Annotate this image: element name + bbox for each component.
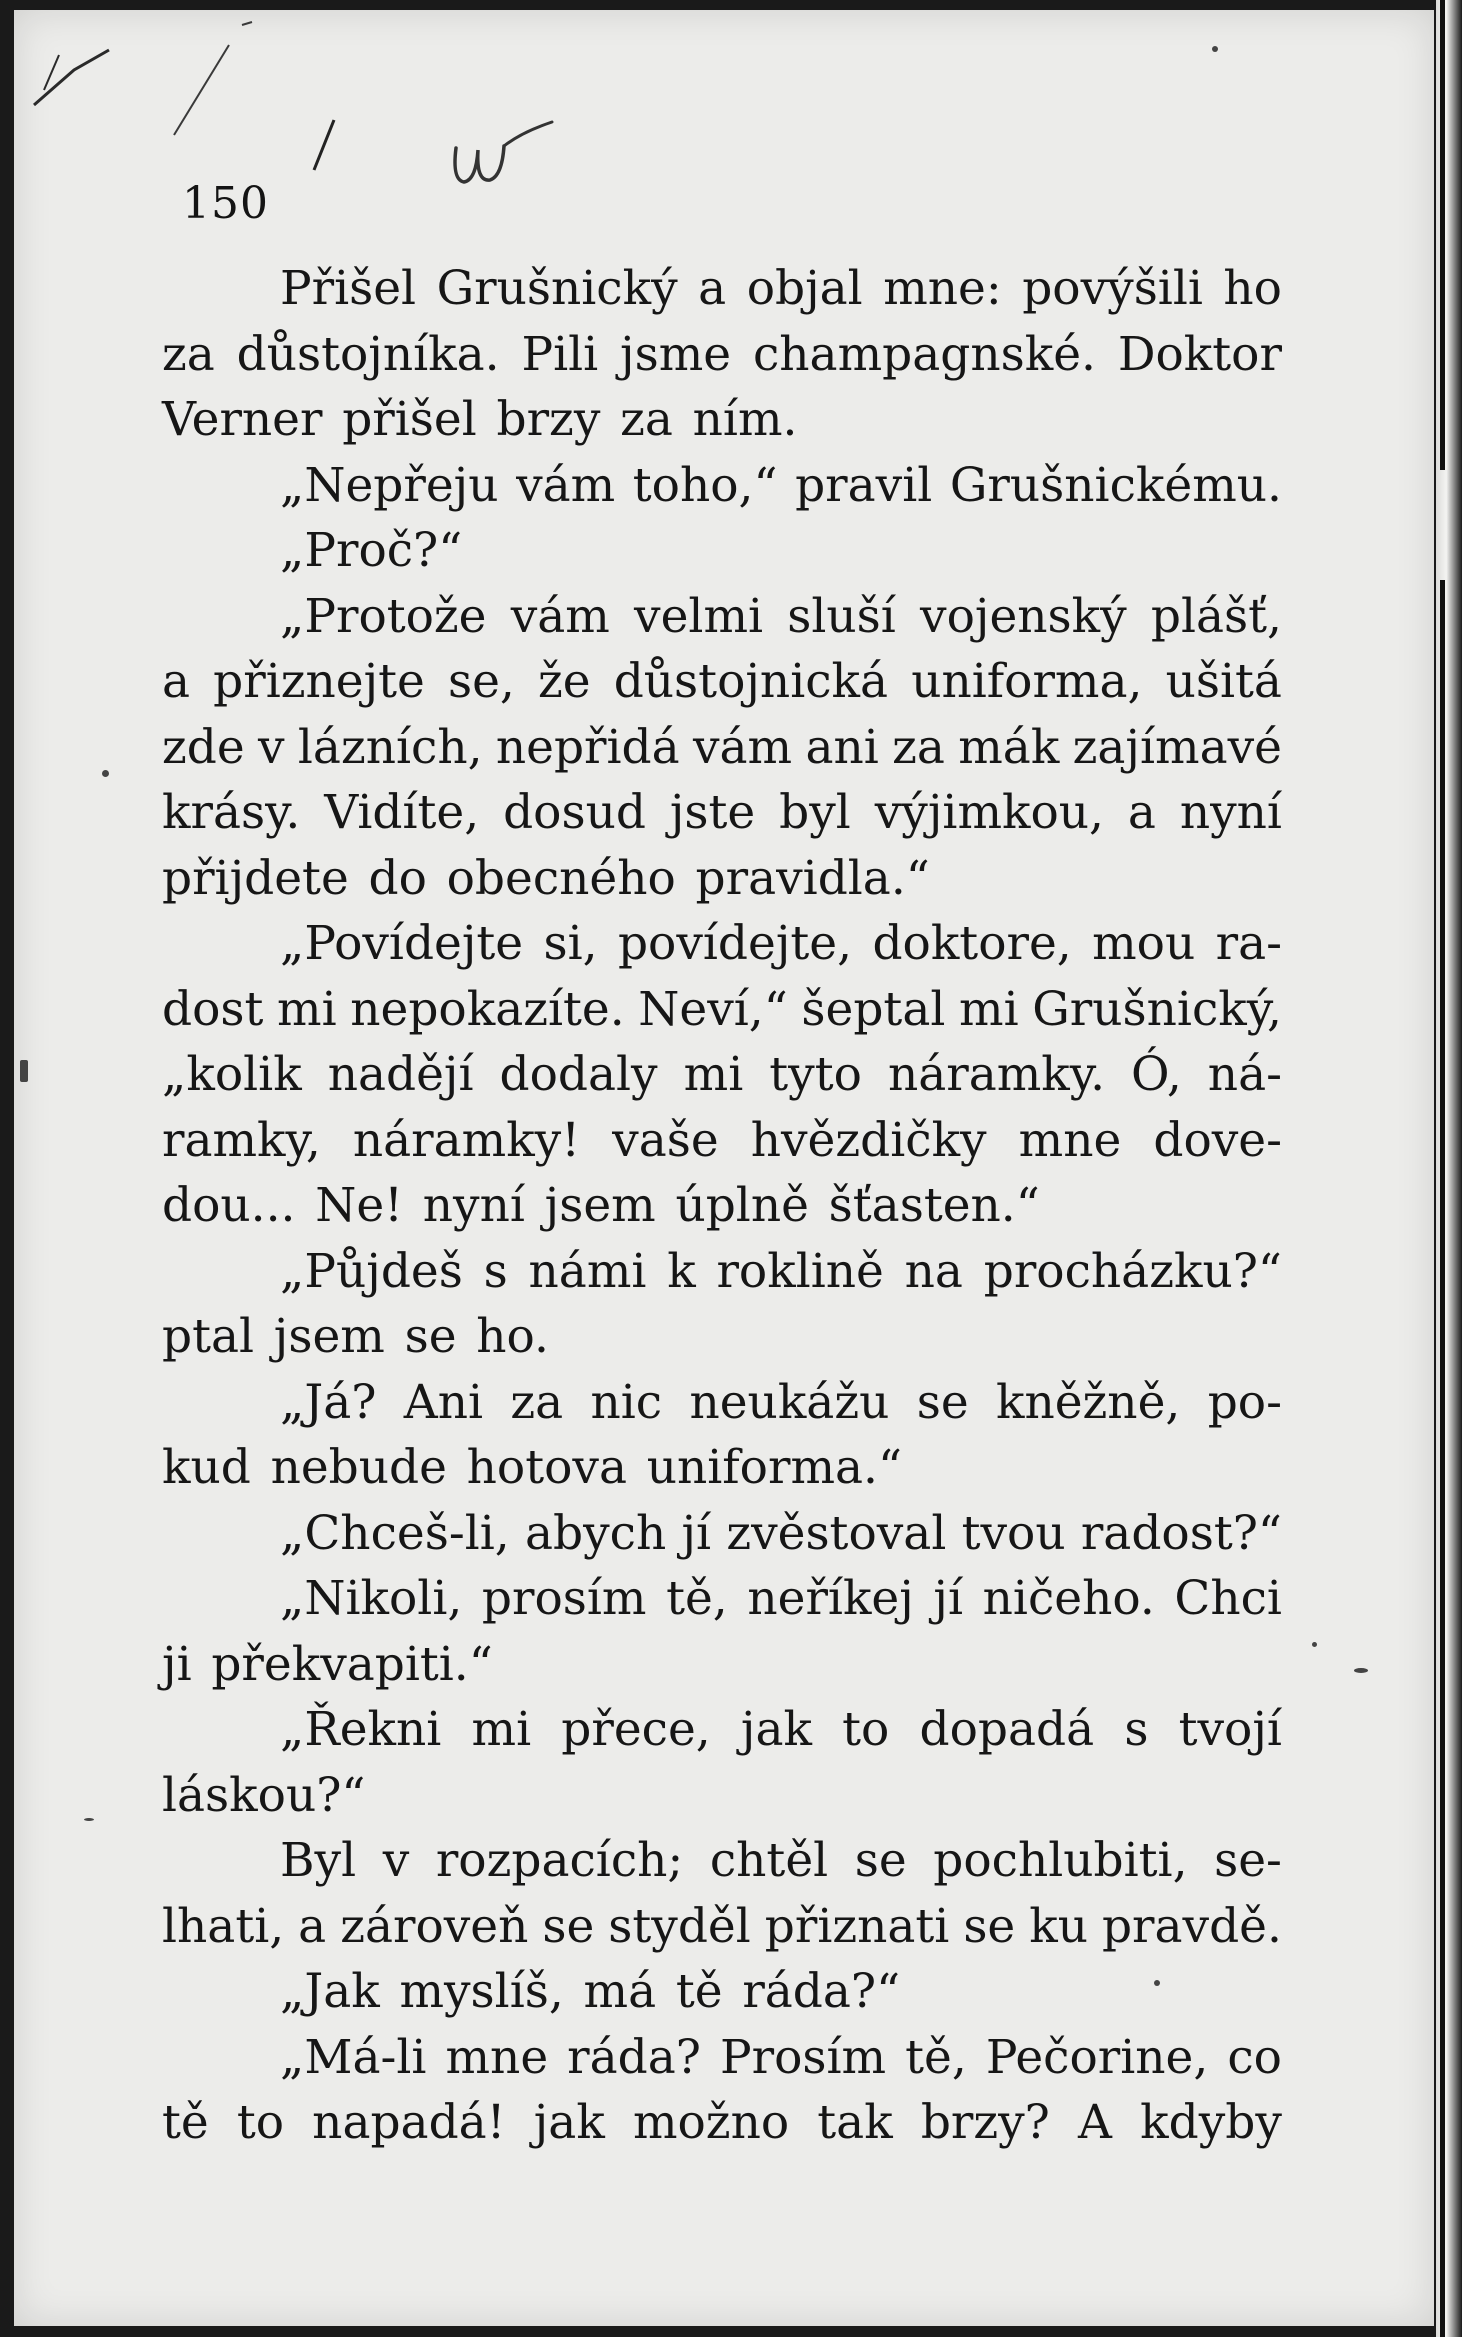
text-line — [162, 1435, 1282, 1501]
word: ramky, — [162, 1112, 321, 1168]
word: obecného — [446, 850, 676, 906]
word: překvapiti.“ — [211, 1636, 493, 1692]
ink-speck — [1154, 1980, 1160, 1986]
text-line — [162, 2025, 1282, 2091]
text-line — [162, 1763, 1282, 1829]
word: dove- — [1153, 1112, 1282, 1168]
word: mi — [277, 981, 337, 1037]
word: roklině — [716, 1243, 884, 1299]
text-line — [162, 1173, 1282, 1239]
word: dopadá — [919, 1702, 1095, 1757]
word: náramky. — [887, 1047, 1106, 1102]
word: že — [538, 654, 591, 709]
word: po- — [1207, 1374, 1282, 1430]
text-line — [162, 780, 1282, 846]
word: uniforma.“ — [646, 1440, 903, 1495]
word: tyto — [769, 1047, 862, 1102]
text-line — [162, 846, 1282, 912]
word: jsme — [620, 326, 732, 382]
word: povídejte, — [617, 916, 853, 971]
book-page — [14, 10, 1434, 2326]
word: mne — [1018, 1112, 1122, 1168]
margin-handwriting-icon — [442, 110, 572, 200]
word: za — [162, 326, 215, 382]
word: brzy? — [920, 2095, 1050, 2150]
word: Neví,“ — [638, 981, 788, 1037]
ink-speck — [20, 1060, 28, 1082]
word: Chci — [1174, 1571, 1282, 1626]
word: ho — [1223, 261, 1282, 316]
word: přijdete — [162, 850, 349, 906]
word: úplně — [675, 1178, 809, 1233]
word: nyní — [1179, 785, 1282, 840]
word: zde — [162, 719, 245, 775]
text-line — [162, 2090, 1282, 2156]
word: se, — [448, 654, 515, 709]
word: velmi — [634, 588, 764, 644]
word: toho,“ — [632, 457, 778, 513]
word: mne: — [883, 261, 1002, 316]
word: nebude — [270, 1440, 447, 1495]
word: vám — [692, 719, 793, 775]
word: se — [963, 1898, 1016, 1954]
ink-speck — [84, 1818, 94, 1821]
text-line — [162, 518, 1282, 584]
word: Přišel — [280, 261, 417, 316]
word: Ó, — [1131, 1047, 1182, 1102]
word: doktore, — [872, 916, 1072, 971]
word: láskou?“ — [162, 1767, 366, 1823]
word: má — [583, 1964, 657, 2019]
word: „Proč?“ — [280, 523, 463, 578]
word: ná- — [1207, 1047, 1282, 1102]
binding-line — [1440, 580, 1445, 2337]
word: „kolik — [162, 1047, 302, 1102]
word: se- — [1214, 1833, 1282, 1888]
word: jí — [681, 1505, 712, 1561]
text-line — [162, 1501, 1282, 1567]
word: myslíš, — [399, 1964, 564, 2019]
text-line — [162, 1108, 1282, 1174]
word: objal — [746, 261, 863, 316]
word: se — [854, 1833, 907, 1888]
word: přišel — [342, 392, 477, 447]
word: ráda?“ — [742, 1964, 901, 2019]
word: byl — [779, 785, 851, 840]
word: mi — [471, 1702, 532, 1757]
text-line — [162, 387, 1282, 453]
word: lhati, — [162, 1898, 285, 1954]
word: za — [510, 1374, 564, 1430]
word: Ne! — [315, 1178, 404, 1233]
word: pravidla.“ — [695, 850, 930, 906]
word: Pečorine, — [985, 2029, 1209, 2085]
word: tě — [162, 2095, 209, 2150]
ink-speck — [1212, 46, 1218, 52]
word: tvou — [961, 1505, 1066, 1561]
word: ku — [1029, 1898, 1088, 1954]
word: přece, — [561, 1702, 711, 1757]
word: za — [620, 392, 673, 447]
word: náramky! — [352, 1112, 581, 1168]
ink-speck — [1312, 1642, 1317, 1647]
word: Doktor — [1117, 326, 1282, 382]
word: šťasten.“ — [828, 1178, 1040, 1233]
ink-speck — [102, 770, 109, 777]
word: a — [162, 654, 191, 709]
text-line — [162, 322, 1282, 388]
word: jsem — [544, 1178, 656, 1233]
ink-speck — [1354, 1668, 1368, 1673]
word: chtěl — [709, 1833, 829, 1888]
text-line — [162, 584, 1282, 650]
word: ptal — [162, 1309, 255, 1364]
word: zvěstoval — [726, 1505, 947, 1561]
word: ho. — [476, 1309, 549, 1364]
word: uniforma, — [911, 654, 1143, 709]
word: mi — [683, 1047, 744, 1102]
text-line — [162, 256, 1282, 322]
word: Grušnickému. — [949, 457, 1282, 513]
word: nyní — [422, 1178, 525, 1233]
word: Vidíte, — [324, 785, 480, 840]
text-line — [162, 1632, 1282, 1698]
word: nadějí — [327, 1047, 474, 1102]
text-line — [162, 1566, 1282, 1632]
word: ra- — [1215, 916, 1282, 971]
word: za — [892, 719, 945, 775]
text-line — [162, 1828, 1282, 1894]
word: v — [258, 719, 285, 775]
word: kdyby — [1140, 2095, 1282, 2150]
word: plášť, — [1150, 588, 1282, 644]
word: mák — [958, 719, 1060, 775]
word: „Jak — [280, 1964, 380, 2019]
word: nepřidá — [495, 719, 680, 775]
word: k — [667, 1243, 696, 1299]
word: mne — [445, 2029, 549, 2085]
word: ráda? — [567, 2029, 701, 2085]
word: napadá! — [312, 2095, 506, 2150]
word: a — [298, 1898, 327, 1954]
word: vám — [510, 588, 610, 644]
word: jsem — [273, 1309, 385, 1364]
word: dodaly — [499, 1047, 658, 1102]
word: mou — [1092, 916, 1196, 971]
word: neukážu — [689, 1374, 890, 1430]
word: brzy — [496, 392, 601, 447]
word: hotova — [466, 1440, 627, 1495]
text-line — [162, 1370, 1282, 1436]
word: zajímavé — [1072, 719, 1282, 775]
word: ničeho. — [982, 1571, 1155, 1626]
word: dosud — [503, 785, 646, 840]
word: Grušnický, — [1032, 981, 1282, 1037]
word: jste — [669, 785, 756, 840]
word: rozpacích; — [435, 1833, 684, 1888]
text-line — [162, 1239, 1282, 1305]
word: vaše — [612, 1112, 719, 1168]
word: „Nikoli, — [280, 1571, 463, 1626]
word: a — [698, 261, 727, 316]
word: abych — [524, 1505, 667, 1561]
word: „Protože — [280, 588, 487, 644]
word: neříkej — [747, 1571, 914, 1626]
word: „Já? — [280, 1374, 377, 1430]
word: Byl — [280, 1833, 357, 1888]
word: se — [404, 1309, 457, 1364]
word: jí — [933, 1571, 964, 1626]
word: pochlubiti, — [933, 1833, 1188, 1888]
word: ním. — [692, 392, 798, 447]
word: jak — [740, 1702, 812, 1757]
text-line — [162, 911, 1282, 977]
text-line — [162, 715, 1282, 781]
word: Grušnický — [436, 261, 678, 316]
word: tě, — [905, 2029, 967, 2085]
word: tě — [675, 1964, 723, 2019]
word: do — [368, 850, 427, 906]
word: krásy. — [162, 785, 301, 840]
word: zároveň — [340, 1898, 529, 1954]
word: procházku?“ — [983, 1243, 1282, 1299]
word: prosím — [481, 1571, 647, 1626]
word: ji — [162, 1636, 192, 1692]
word: tě, — [666, 1571, 728, 1626]
word: dost — [162, 981, 264, 1037]
word: výjimkou, — [874, 785, 1104, 840]
word: tvojí — [1178, 1702, 1282, 1757]
word: možno — [632, 2095, 790, 2150]
word: mi — [959, 981, 1019, 1037]
word: „Půjdeš — [280, 1243, 463, 1299]
word: dou... — [162, 1178, 296, 1233]
word: se — [916, 1374, 969, 1430]
word: champagnské. — [752, 326, 1096, 382]
word: radost?“ — [1080, 1505, 1282, 1561]
word: to — [842, 1702, 890, 1757]
word: „Má-li — [280, 2029, 427, 2085]
word: Prosím — [720, 2029, 887, 2085]
word: v — [382, 1833, 410, 1888]
text-line — [162, 1697, 1282, 1763]
word: styděl — [608, 1898, 751, 1954]
word: pravdě. — [1101, 1898, 1282, 1954]
word: A — [1078, 2095, 1112, 2150]
word: s — [483, 1243, 508, 1299]
word: „Chceš-li, — [280, 1505, 510, 1561]
word: s — [1124, 1702, 1149, 1757]
word: nepokazíte. — [350, 981, 625, 1037]
text-line — [162, 453, 1282, 519]
text-line — [162, 977, 1282, 1043]
word: lázních, — [297, 719, 483, 775]
word: důstojnická — [613, 654, 889, 709]
word: vám — [516, 457, 616, 513]
word: „Řekni — [280, 1702, 442, 1757]
text-line — [162, 1959, 1282, 2025]
word: šeptal — [801, 981, 946, 1037]
word: Verner — [162, 392, 323, 447]
word: námi — [528, 1243, 647, 1299]
word: kud — [162, 1440, 251, 1495]
word: si, — [543, 916, 598, 971]
word: pravil — [795, 457, 933, 513]
word: „Povídejte — [280, 916, 524, 971]
word: přiznejte — [213, 654, 425, 709]
text-line — [162, 649, 1282, 715]
word: jak — [533, 2095, 605, 2150]
word: důstojníka. — [236, 326, 500, 382]
word: ani — [805, 719, 879, 775]
word: Ani — [403, 1374, 484, 1430]
binding-line — [1440, 0, 1445, 470]
text-line — [162, 1042, 1282, 1108]
page-number: 150 — [182, 178, 269, 229]
word: vojenský — [920, 588, 1127, 644]
word: kněžně, — [995, 1374, 1181, 1430]
word: na — [904, 1243, 963, 1299]
word: co — [1227, 2029, 1282, 2085]
word: „Nepřeju — [280, 457, 499, 513]
word: sluší — [787, 588, 896, 644]
word: přiznati — [764, 1898, 950, 1954]
text-line — [162, 1894, 1282, 1960]
word: ušitá — [1165, 654, 1282, 709]
word: hvězdičky — [750, 1112, 987, 1168]
word: se — [542, 1898, 595, 1954]
word: Pili — [521, 326, 599, 382]
body-text — [162, 256, 1282, 2156]
word: nic — [590, 1374, 663, 1430]
word: tak — [817, 2095, 893, 2150]
word: a — [1127, 785, 1156, 840]
word: to — [236, 2095, 285, 2150]
text-line — [162, 1304, 1282, 1370]
word: povýšili — [1022, 261, 1203, 316]
